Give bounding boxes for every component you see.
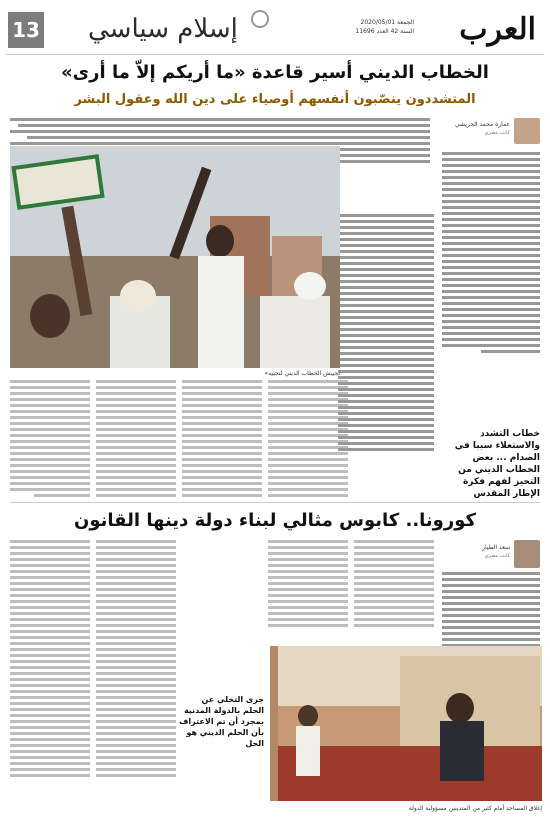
protest-scene-image	[10, 146, 340, 368]
article1-pullquote: خطاب التشدد والاستعلاء سببا في الصدام ... بعض الخطاب الديني من التحيز لفهم فكرة الإطار المقدس	[454, 429, 540, 499]
mosque-interior-image	[270, 646, 542, 801]
page-number: 13	[8, 12, 44, 48]
article2-column-5	[10, 540, 90, 780]
date-line: الجمعة 2020/05/01	[360, 19, 414, 26]
author-photo	[514, 540, 540, 568]
author-role: كاتب مصري	[484, 553, 510, 559]
article1-photo	[10, 146, 340, 368]
article1-column-middle	[338, 214, 434, 454]
section-ornament-icon	[251, 10, 269, 28]
article1-author-box	[442, 118, 540, 142]
article1-headline: الخطاب الديني أسير قاعدة «ما أريكم إلاّ ما أرى»	[61, 62, 489, 83]
author-role: كاتب مصري	[484, 130, 510, 136]
article1-column-1	[268, 380, 348, 500]
section-divider	[10, 502, 540, 503]
article2-photo-caption: إغلاق المساجد أمام كثير من المتدينين مسؤولية الدولة	[408, 805, 542, 812]
article1-column-3	[96, 380, 176, 500]
article2-pullquote: جرى التخلي عن الحلم بالدولة المدنية بمجرد أن تم الاعتراف بأن الحلم الديني هو الحل	[179, 695, 264, 748]
section-title: إسلام سياسي	[88, 14, 238, 44]
article1-subheadline: المتشددون ينصّبون أنفسهم أوصياء على دين الله وعقول البشر	[74, 92, 476, 107]
article2-column-2	[354, 540, 434, 630]
article2-author-box	[442, 540, 540, 566]
issue-line: السنة 42 العدد 11696	[355, 28, 414, 35]
article2-column-3	[268, 540, 348, 630]
date-block	[355, 18, 414, 36]
article1-column-2	[182, 380, 262, 500]
page-header	[6, 8, 544, 55]
author-name: عمارة محمد الجريشي	[454, 121, 510, 128]
author-photo	[514, 118, 540, 144]
newspaper-logo: العرب	[459, 12, 536, 47]
article2-photo	[270, 646, 542, 801]
article2-column-4	[96, 540, 176, 780]
article1-photo-caption: تجييش الخطاب الديني لتجييه»	[264, 370, 340, 377]
author-name: سعد الطيار	[482, 544, 510, 551]
article2-headline: كورونا.. كابوس مثالي لبناء دولة دينها القانون	[74, 510, 476, 531]
article1-column-right	[442, 152, 540, 356]
article1-column-4	[10, 380, 90, 500]
